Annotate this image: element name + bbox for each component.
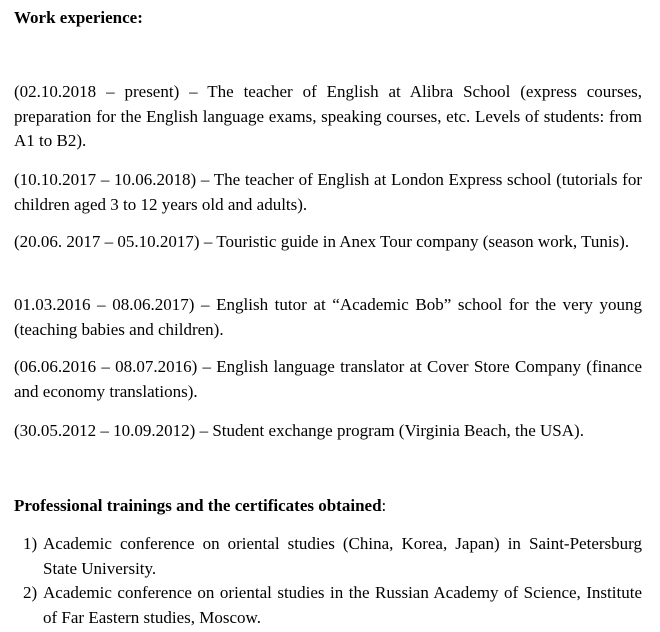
work-entry: (10.10.2017 – 10.06.2018) – The teacher of English at London Express school (tutorials for children aged 3 to 12 years old and adults).	[14, 170, 642, 214]
training-item-text: Academic conference on oriental studies (China, Korea, Japan) in Saint-Petersburg State University.	[43, 534, 642, 578]
trainings-heading-colon: :	[381, 496, 387, 515]
training-item	[14, 581, 642, 630]
work-entry: (30.05.2012 – 10.09.2012) – Student exchange program (Virginia Beach, the USA).	[14, 421, 584, 440]
trainings-heading	[14, 494, 386, 517]
work-entry: (02.10.2018 – present) – The teacher of English at Alibra School (express courses, preparation for the English language exams, speaking courses, etc. Levels of students: from A1 to B2).	[14, 82, 642, 150]
work-experience-heading: Work experience:	[14, 8, 143, 27]
training-item	[14, 532, 642, 581]
work-entry: (20.06. 2017 – 05.10.2017) – Touristic guide in Anex Tour company (season work, Tunis).	[14, 232, 630, 251]
work-entry: (06.06.2016 – 08.07.2016) – English language translator at Cover Store Company (finance and economy translations).	[14, 357, 642, 401]
trainings-heading-text: Professional trainings and the certificates obtained	[14, 496, 382, 515]
work-entry: 01.03.2016 – 08.06.2017) – English tutor at “Academic Bob” school for the very young (teaching babies and children).	[14, 295, 642, 339]
trainings-list	[14, 532, 642, 630]
training-item-number: 2)	[23, 583, 38, 602]
training-item-number: 1)	[23, 534, 38, 553]
training-item-text: Academic conference on oriental studies in the Russian Academy of Science, Institute of Far Eastern studies, Moscow.	[43, 583, 642, 627]
